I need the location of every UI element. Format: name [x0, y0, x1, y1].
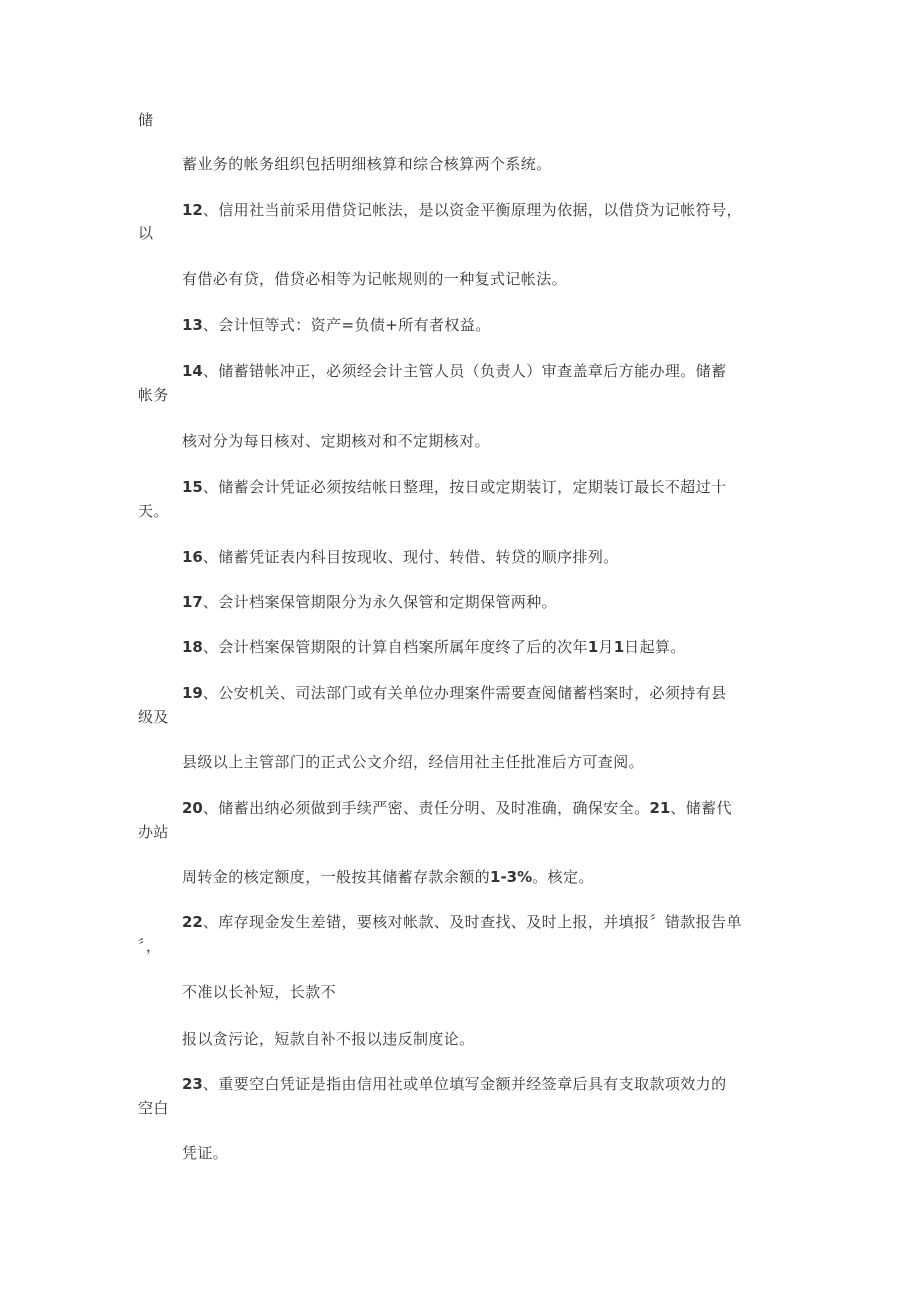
numbered-item-16: [182, 547, 619, 567]
text-line: [138, 223, 153, 243]
line-text: 、重要空白凭证是指由信用社或单位填写金额并经签章后具有支取款项效力的: [202, 1075, 727, 1093]
text-line: [182, 431, 490, 451]
line-text: 储: [138, 111, 154, 129]
numbered-item-12: [182, 200, 742, 220]
inline-number: 1-3%: [490, 868, 533, 886]
text-line: [182, 269, 567, 289]
numbered-item-13: [182, 315, 491, 335]
line-text: 不准以长补短，长款不: [182, 983, 337, 1001]
text-line: [182, 982, 336, 1002]
text-line: [182, 154, 552, 174]
line-text: 蓄业务的帐务组织包括明细核算和综合核算两个系统。: [182, 155, 552, 173]
line-text: 、信用社当前采用借贷记帐法，是以资金平衡原理为依据，以借贷为记帐符号，: [202, 201, 742, 219]
line-text: 、库存现金发生差错，要核对帐款、及时查找、及时上报，并填报〞错款报告单: [202, 913, 742, 931]
text-line: [182, 752, 644, 772]
line-text: 帐务: [138, 386, 169, 404]
text-line: [138, 385, 169, 405]
numbered-item-18: [182, 637, 686, 657]
text-line: [138, 707, 169, 727]
line-text: 办站: [138, 823, 169, 841]
text-line: [182, 867, 594, 887]
line-text: 、储蓄会计凭证必须按结帐日整理，按日或定期装订，定期装订最长不超过十: [202, 478, 727, 496]
line-text: 级及: [138, 708, 169, 726]
item-number: 15: [182, 478, 203, 496]
line-text: 天。: [138, 502, 169, 520]
item-number: 12: [182, 201, 203, 219]
line-text: 、储蓄代: [670, 799, 732, 817]
numbered-item-22: [182, 912, 742, 932]
numbered-item-17: [182, 592, 557, 612]
line-text: 周转金的核定额度，一般按其储蓄存款余额的: [182, 868, 491, 886]
line-text: 、储蓄凭证表内科目按现收、现付、转借、转贷的顺序排列。: [202, 548, 619, 566]
line-text: 、储蓄错帐冲正，必须经会计主管人员（负责人）审查盖章后方能办理。储蓄: [202, 362, 727, 380]
item-number: 20: [182, 799, 203, 817]
line-text: 、储蓄出纳必须做到手续严密、责任分明、及时准确，确保安全。: [202, 799, 650, 817]
line-text: 县级以上主管部门的正式公文介绍，经信用社主任批准后方可查阅。: [182, 753, 645, 771]
text-line: [138, 1098, 169, 1118]
line-text: 、会计恒等式：资产=负债+所有者权益。: [202, 316, 491, 334]
line-text: 凭证。: [182, 1144, 229, 1162]
line-text: 、会计档案保管期限的计算自档案所属年度终了后的次年: [202, 638, 588, 656]
line-text: 。核定。: [532, 868, 594, 886]
item-number: 19: [182, 684, 203, 702]
line-text: 日起算。: [624, 638, 686, 656]
item-number: 22: [182, 913, 203, 931]
item-number: 17: [182, 593, 203, 611]
line-text: 月: [598, 638, 614, 656]
item-number: 16: [182, 548, 203, 566]
inline-number: 1: [613, 638, 625, 656]
line-text: 报以贪污论，短款自补不报以违反制度论。: [182, 1030, 475, 1048]
numbered-item-20: [182, 798, 732, 818]
line-text: 有借必有贷，借贷必相等为记帐规则的一种复式记帐法。: [182, 270, 568, 288]
text-line: [138, 822, 169, 842]
text-line: [138, 501, 169, 521]
text-line: [138, 936, 161, 956]
inline-number: 1: [587, 638, 599, 656]
text-line: [182, 1143, 228, 1163]
item-number: 23: [182, 1075, 203, 1093]
numbered-item-19: [182, 683, 726, 703]
line-text: 空白: [138, 1099, 169, 1117]
item-number: 14: [182, 362, 203, 380]
inline-number: 21: [649, 799, 671, 817]
numbered-item-14: [182, 361, 726, 381]
line-text: 以: [138, 224, 154, 242]
text-line: [138, 110, 153, 130]
line-text: 核对分为每日核对、定期核对和不定期核对。: [182, 432, 491, 450]
text-line: [182, 1029, 475, 1049]
item-number: 18: [182, 638, 203, 656]
line-text: 、会计档案保管期限分为永久保管和定期保管两种。: [202, 593, 558, 611]
line-text: 〞，: [138, 937, 162, 955]
line-text: 、公安机关、司法部门或有关单位办理案件需要查阅储蓄档案时，必须持有县: [202, 684, 727, 702]
numbered-item-15: [182, 477, 726, 497]
numbered-item-23: [182, 1074, 726, 1094]
item-number: 13: [182, 316, 203, 334]
